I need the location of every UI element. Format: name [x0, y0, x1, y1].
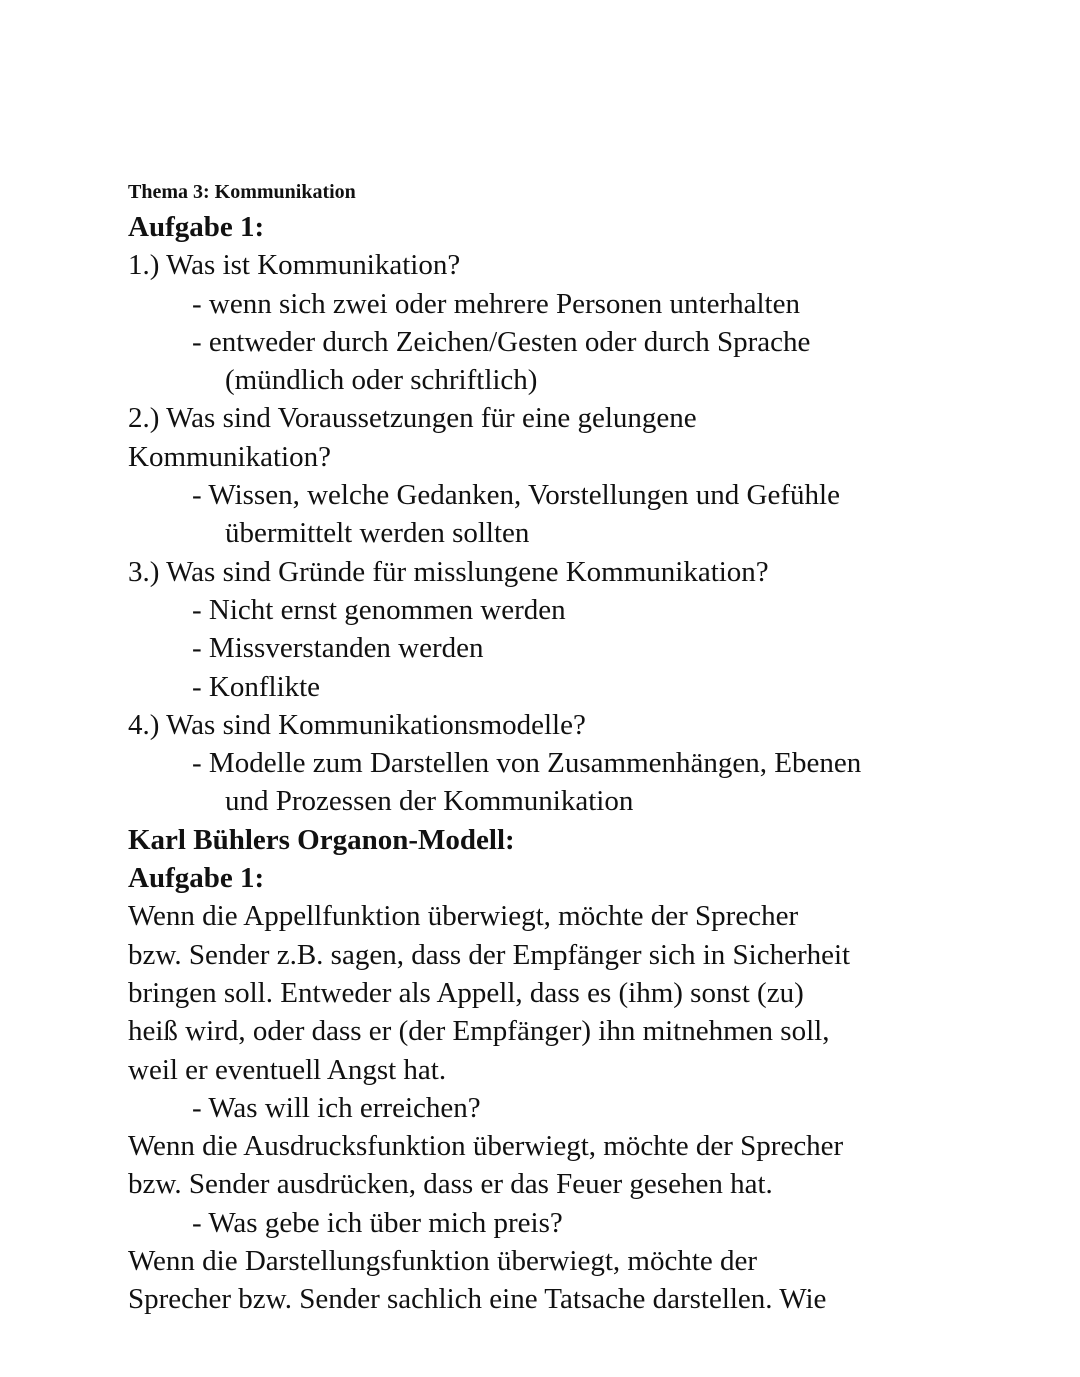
- document-page: [128, 176, 1028, 1319]
- question-2-line1: 2.) Was sind Voraussetzungen für eine gelungene: [128, 402, 697, 435]
- ausdruck-paragraph-line: bzw. Sender ausdrücken, dass er das Feuer gesehen hat.: [128, 1168, 773, 1201]
- question-4: 4.) Was sind Kommunikationsmodelle?: [128, 708, 586, 741]
- answer-3b: - Missverstanden werden: [192, 632, 484, 665]
- appell-question: - Was will ich erreichen?: [192, 1091, 481, 1124]
- section-aufgabe-heading: Aufgabe 1:: [128, 862, 265, 895]
- section-heading-organon: Karl Bühlers Organon-Modell:: [128, 823, 515, 856]
- appell-paragraph-line: Wenn die Appellfunktion überwiegt, möchte der Sprecher: [128, 900, 799, 933]
- darstellung-paragraph-line: Sprecher bzw. Sender sachlich eine Tatsache darstellen. Wie: [128, 1283, 827, 1316]
- answer-4-line1: - Modelle zum Darstellen von Zusammenhängen, Ebenen: [192, 747, 862, 780]
- appell-paragraph-line: heiß wird, oder dass er (der Empfänger) ihn mitnehmen soll,: [128, 1015, 830, 1048]
- document-header: Thema 3: Kommunikation: [128, 181, 356, 203]
- aufgabe-heading: Aufgabe 1:: [128, 211, 265, 243]
- ausdruck-question: - Was gebe ich über mich preis?: [192, 1206, 563, 1239]
- answer-3c: - Konflikte: [192, 670, 321, 703]
- answer-3a: - Nicht ernst genommen werden: [192, 593, 566, 626]
- appell-paragraph-line: weil er eventuell Angst hat.: [128, 1053, 447, 1086]
- question-2-line2: Kommunikation?: [128, 440, 331, 473]
- answer-1b-continuation: (mündlich oder schriftlich): [225, 364, 538, 397]
- question-3: 3.) Was sind Gründe für misslungene Kommunikation?: [128, 555, 769, 588]
- ausdruck-paragraph-line: Wenn die Ausdrucksfunktion überwiegt, möchte der Sprecher: [128, 1130, 844, 1163]
- answer-1b: - entweder durch Zeichen/Gesten oder durch Sprache: [192, 325, 811, 358]
- appell-paragraph-line: bringen soll. Entweder als Appell, dass es (ihm) sonst (zu): [128, 976, 804, 1009]
- question-1: 1.) Was ist Kommunikation?: [128, 249, 461, 282]
- answer-1a: - wenn sich zwei oder mehrere Personen unterhalten: [192, 287, 800, 320]
- appell-paragraph-line: bzw. Sender z.B. sagen, dass der Empfänger sich in Sicherheit: [128, 938, 851, 971]
- answer-2-line1: - Wissen, welche Gedanken, Vorstellungen und Gefühle: [192, 479, 840, 512]
- answer-2-line2: übermittelt werden sollten: [225, 517, 530, 550]
- darstellung-paragraph-line: Wenn die Darstellungsfunktion überwiegt, möchte der: [128, 1245, 758, 1278]
- answer-4-line2: und Prozessen der Kommunikation: [225, 785, 634, 818]
